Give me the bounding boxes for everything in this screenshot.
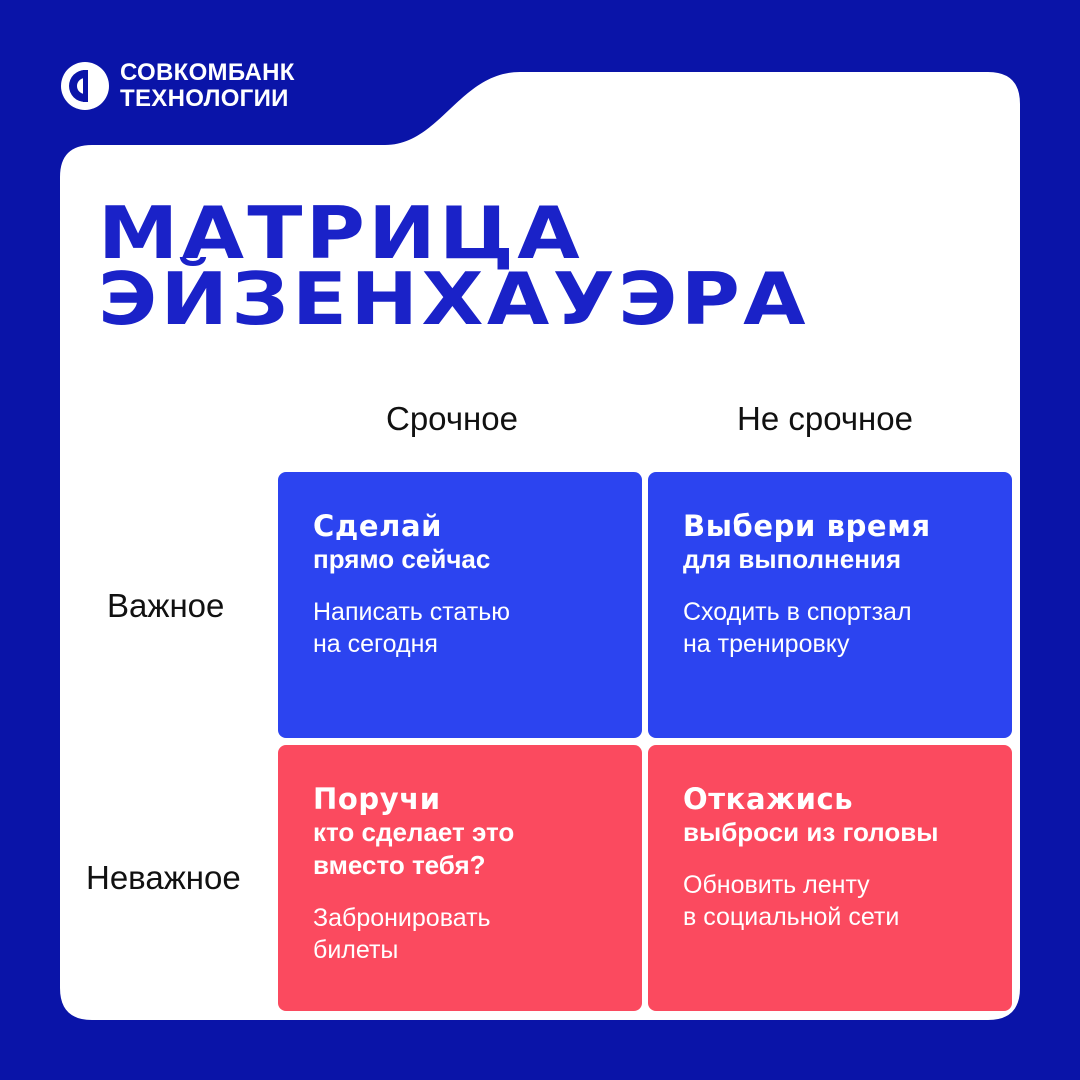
quadrant-heading: Сделай [313, 509, 443, 543]
title-line-2: ЭЙЗЕНХАУЭРА [98, 257, 809, 341]
logo-line-1: СОВКОМБАНК [120, 59, 295, 86]
row-label-unimportant: Неважное [86, 859, 241, 896]
quadrant-example: Сходить в спортзал на тренировку [683, 598, 912, 658]
quadrant-eliminate [648, 745, 1012, 1011]
quadrant-example: Забронировать билеты [313, 904, 491, 964]
sovcombank-logo-icon [60, 61, 110, 111]
quadrant-subheading: кто сделает это вместо тебя? [313, 817, 515, 880]
quadrant-delegate [278, 745, 642, 1011]
quadrant-example: Обновить ленту в социальной сети [683, 871, 900, 931]
quadrant-heading: Выбери время [683, 509, 931, 543]
row-label-important: Важное [107, 587, 225, 624]
quadrant-schedule [648, 472, 1012, 738]
quadrant-do-now [278, 472, 642, 738]
quadrant-subheading: прямо сейчас [313, 544, 491, 574]
quadrant-subheading: для выполнения [683, 544, 902, 574]
column-label-not-urgent: Не срочное [737, 400, 913, 437]
title-line-1: МАТРИЦА [98, 191, 583, 275]
quadrant-heading: Откажись [683, 782, 854, 816]
logo [60, 60, 295, 112]
page-title [98, 191, 809, 341]
quadrant-heading: Поручи [313, 782, 441, 816]
column-label-urgent: Срочное [386, 400, 518, 437]
quadrant-subheading: выброси из головы [683, 817, 939, 847]
quadrant-example: Написать статью на сегодня [313, 598, 510, 658]
logo-line-2: ТЕХНОЛОГИИ [120, 85, 289, 112]
